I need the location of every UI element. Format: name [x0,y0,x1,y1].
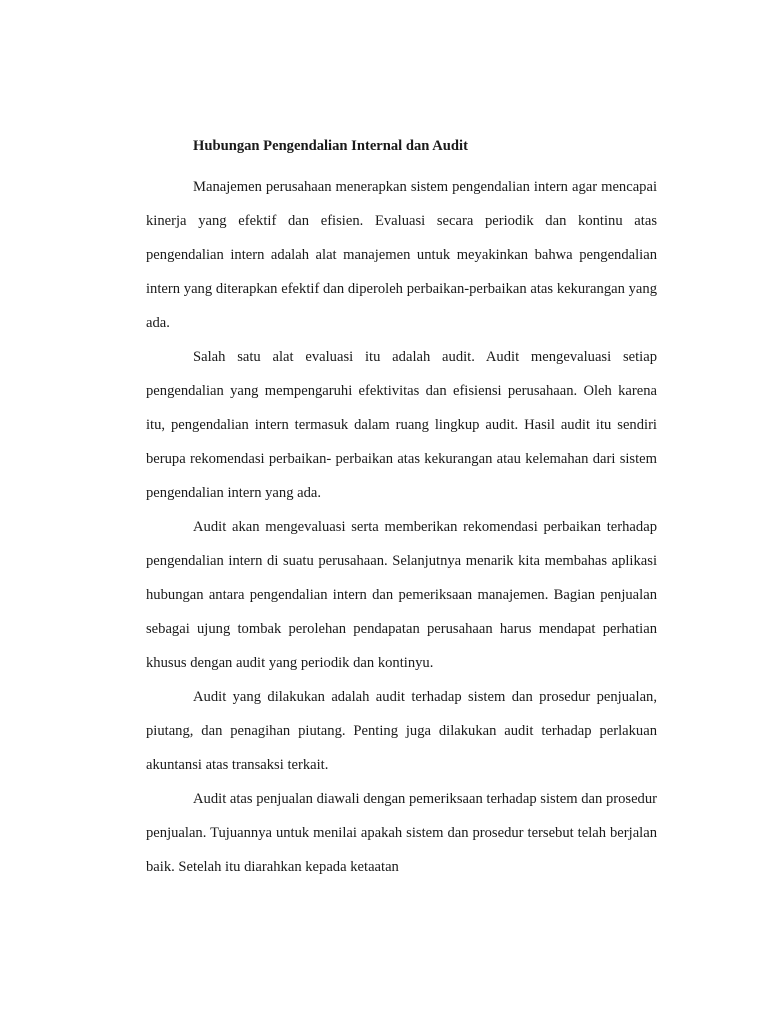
paragraph-4: Audit yang dilakukan adalah audit terhadap sistem dan prosedur penjualan, piutang, dan penagihan piutang. Penting juga dilakukan audit terhadap perlakuan akuntansi atas transaksi terkait. [146,689,657,773]
paragraph-5: Audit atas penjualan diawali dengan pemeriksaan terhadap sistem dan prosedur penjualan. Tujuannya untuk menilai apakah sistem dan prosedur tersebut telah berjalan baik. Setelah itu diarahkan kepada ketaatan [146,791,658,875]
document-body [146,134,657,884]
paragraph-3: Audit akan mengevaluasi serta memberikan rekomendasi perbaikan terhadap pengendalian intern di suatu perusahaan. Selanjutnya menarik kita membahas aplikasi hubungan antara pengendalian intern dan pemeriksaan manajemen. Bagian penjualan sebagai ujung tombak perolehan pendapatan perusahaan harus mendapat perhatian khusus dengan audit yang periodik dan kontinyu. [146,519,657,671]
paragraph-1: Manajemen perusahaan menerapkan sistem pengendalian intern agar mencapai kinerja yang efektif dan efisien. Evaluasi secara periodik dan kontinu atas pengendalian intern adalah alat manajemen untuk meyakinkan bahwa pengendalian intern yang diterapkan efektif dan diperoleh perbaikan-perbaikan atas kekurangan yang ada. [146,179,657,331]
section-heading: Hubungan Pengendalian Internal dan Audit [193,138,468,154]
paragraph-2: Salah satu alat evaluasi itu adalah audit. Audit mengevaluasi setiap pengendalian yang mempengaruhi efektivitas dan efisiensi perusahaan. Oleh karena itu, pengendalian intern termasuk dalam ruang lingkup audit. Hasil audit itu sendiri berupa rekomendasi perbaikan- perbaikan atas kekurangan atau kelemahan dari sistem pengendalian intern yang ada. [146,349,657,501]
